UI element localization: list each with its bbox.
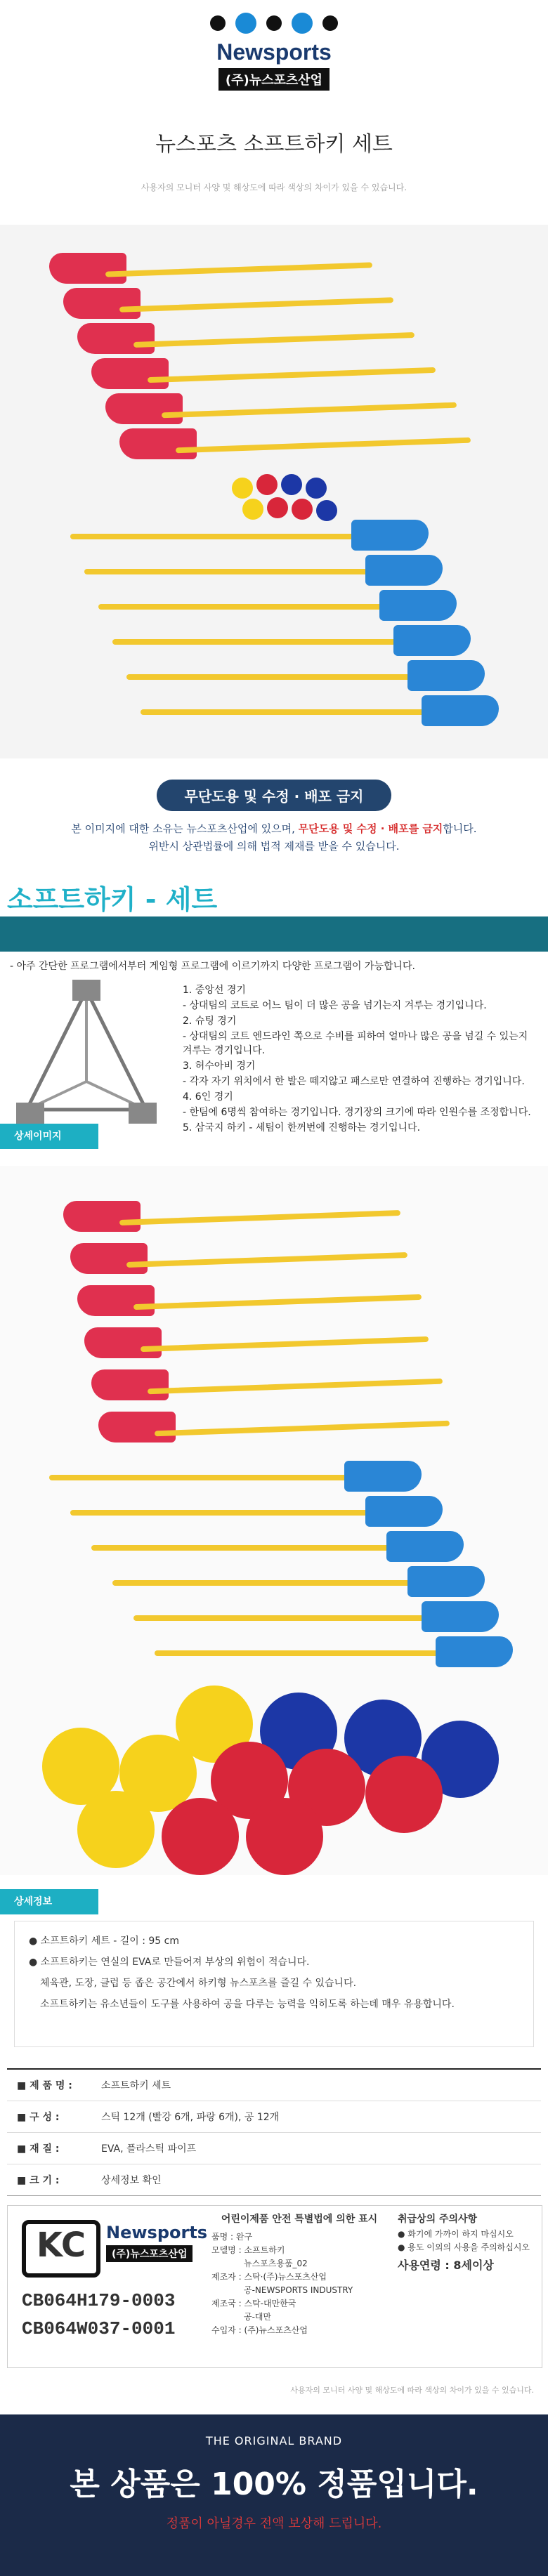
original-brand-banner (0, 2414, 548, 2576)
kc-mark-icon: KC (22, 2220, 100, 2278)
detail-info-label: 상세정보 (0, 1889, 98, 1914)
spec-row (7, 2101, 541, 2132)
program-item: 5. 삼국지 하키 - 세팀이 한꺼번에 진행하는 경기입니다. (183, 1122, 421, 1133)
blue-stick-blade (365, 1496, 443, 1527)
ball-blue (316, 500, 337, 521)
red-stick-blade (49, 253, 126, 284)
info-line: 소프트하키는 유소년들이 도구를 사용하여 공을 다루는 능력을 익히도록 하는데 매우 유용합니다. (40, 1999, 455, 2010)
program-item: - 한팀에 6명씩 참여하는 경기입니다. 경기장의 크기에 따라 인원수를 조정합니다. (183, 1107, 531, 1118)
spec-value: 소프트하키 세트 (101, 2080, 171, 2091)
program-item: 4. 6인 경기 (183, 1091, 233, 1103)
program-item: - 상대팀의 코트 엔드라인 쪽으로 수비를 피하여 얼마나 많은 공을 넘길 수 있는지 겨루는 경기입니다. (183, 1031, 528, 1056)
kc-caution (398, 2213, 538, 2272)
newsports-logo (190, 15, 358, 93)
red-stick-blade (91, 358, 169, 389)
ball-yellow (232, 478, 253, 499)
kc-brand: Newsports (106, 2223, 208, 2242)
goal-frame-illustration (13, 976, 160, 1138)
kc-label (7, 2205, 542, 2368)
stick-shaft (155, 1421, 450, 1437)
blue-stick-blade (393, 625, 471, 656)
ball-red (162, 1798, 239, 1875)
red-stick-blade (119, 428, 197, 459)
stick-shaft (148, 367, 436, 383)
stick-shaft (91, 1545, 400, 1551)
ball-red (267, 497, 288, 518)
logo-dots (190, 15, 358, 34)
kc-age: 사용연령 : 8세이상 (398, 2259, 494, 2272)
stick-shaft (141, 1336, 429, 1352)
kc-safety-line: 제조자 : 스탁·(주)뉴스포츠산업 (211, 2272, 327, 2282)
header (0, 0, 548, 211)
program-intro: - 아주 간단한 프로그램에서부터 게임형 프로그램에 이르기까지 다양한 프로그램이 가능합니다. (10, 961, 415, 972)
warning-highlight: 무단도용 및 수정 · 배포를 금지 (298, 822, 443, 835)
warning-text: 합니다. (443, 822, 477, 835)
blue-stick-blade (351, 520, 429, 551)
blue-stick-blade (436, 1636, 513, 1667)
stick-shaft (70, 534, 365, 539)
kc-caution-line: ● 화기에 가까이 하지 마십시오 (398, 2229, 514, 2239)
ball-yellow (77, 1791, 155, 1868)
spec-key: ■ 재 질 : (17, 2143, 60, 2155)
blue-stick-blade (344, 1461, 422, 1492)
blue-stick-blade (386, 1531, 464, 1562)
kc-safety-line: 모델명 : 소프트하키 (211, 2245, 285, 2255)
red-stick-blade (77, 323, 155, 354)
red-stick-blade (63, 1201, 141, 1232)
spec-value: 상세정보 확인 (101, 2175, 162, 2186)
info-line: 체육관, 도장, 클럽 등 좁은 공간에서 하키형 뉴스포츠를 즐길 수 있습니다. (40, 1978, 357, 1989)
ball-yellow (242, 499, 263, 520)
spec-value: 스틱 12개 (빨강 6개, 파랑 6개), 공 12개 (101, 2112, 280, 2123)
banner-red: 정품이 아닐경우 전액 보상해 드립니다. (166, 2516, 382, 2531)
blue-stick-blade (379, 590, 457, 621)
red-stick-blade (84, 1327, 162, 1358)
section-title: 소프트하키 - 세트 (7, 884, 218, 915)
product-image-detail (0, 1166, 548, 1875)
stick-shaft (155, 1650, 450, 1656)
banner-small: THE ORIGINAL BRAND (205, 2434, 343, 2447)
stick-shaft (133, 332, 415, 348)
red-stick-blade (63, 288, 141, 319)
program-item: 3. 허수아비 경기 (183, 1060, 256, 1072)
stick-shaft (112, 639, 407, 645)
kc-safety-line: 수입자 : (주)뉴스포츠산업 (211, 2325, 308, 2335)
banner-big: 본 상품은 100% 정품입니다. (70, 2466, 478, 2502)
kc-safety-line: 공-NEWSPORTS INDUSTRY (244, 2285, 353, 2295)
logo-dot (322, 15, 338, 31)
spec-row (7, 2132, 541, 2164)
program-item: - 각자 자기 위치에서 한 발은 떼지않고 패스로만 연결하여 진행하는 경기입니다. (183, 1076, 525, 1087)
spec-table (7, 2068, 541, 2196)
spec-row (7, 2164, 541, 2195)
stick-shaft (162, 402, 457, 419)
ball-red (292, 499, 313, 520)
spec-key: ■ 크 기 : (17, 2175, 60, 2186)
logo-dot (235, 13, 256, 34)
program-item: - 상대팀의 코트로 어느 팀이 더 많은 공을 넘기는지 겨루는 경기입니다. (183, 1000, 487, 1011)
stick-shaft (141, 709, 436, 715)
ball-red (256, 474, 278, 495)
detail-info-box (14, 1921, 534, 2047)
red-stick-blade (105, 393, 183, 424)
stick-shaft (49, 1475, 358, 1480)
kc-safety-line: 품명 : 완구 (211, 2232, 253, 2242)
stick-shaft (119, 1210, 400, 1225)
red-stick-blade (70, 1243, 148, 1274)
warning-text: 본 이미지에 대한 소유는 뉴스포츠산업에 있으며, (71, 822, 299, 835)
logo-dot (292, 13, 313, 34)
blue-stick-blade (365, 555, 443, 586)
spec-value: EVA, 플라스틱 파이프 (101, 2143, 197, 2155)
stick-shaft (98, 604, 393, 610)
stick-shaft (70, 1510, 379, 1516)
copyright-warning (0, 780, 548, 853)
stick-shaft (126, 674, 422, 680)
stick-shaft (119, 297, 393, 313)
detail-image-label: 상세이미지 (0, 1124, 98, 1149)
spec-key: ■ 구 성 : (17, 2112, 60, 2123)
ball-red (365, 1756, 443, 1833)
stick-shaft (133, 1615, 436, 1621)
blue-stick-blade (422, 1601, 499, 1632)
logo-sub: (주)뉴스포츠산업 (218, 68, 330, 91)
section-bar (0, 916, 548, 952)
logo-dot (266, 15, 282, 31)
red-stick-blade (91, 1369, 169, 1400)
blue-stick-blade (407, 660, 485, 691)
program-item: 2. 슈팅 경기 (183, 1016, 237, 1027)
info-line: ● 소프트하키는 연실의 EVA로 만들어져 부상의 위험이 적습니다. (29, 1957, 310, 1968)
ball-blue (281, 474, 302, 495)
product-image-main (0, 225, 548, 758)
kc-caution-title: 취급상의 주의사항 (398, 2214, 478, 2225)
stick-shaft (148, 1379, 443, 1395)
warning-pill: 무단도용 및 수정 · 배포 금지 (157, 780, 392, 811)
ball-blue (306, 478, 327, 499)
monitor-note: 사용자의 모니터 사양 및 해상도에 따라 색상의 차이가 있을 수 있습니다. (141, 183, 407, 192)
stick-shaft (84, 569, 379, 574)
stick-shaft (133, 1294, 422, 1310)
stick-shaft (105, 262, 372, 277)
logo-word: Newsports (216, 39, 332, 65)
kc-safety-info (211, 2213, 387, 2337)
kc-brand-sub: (주)뉴스포츠산업 (106, 2245, 193, 2262)
kc-safety-line: 뉴스포츠용품_02 (244, 2259, 308, 2268)
blue-stick-blade (422, 695, 499, 726)
kc-cert-code: CB064W037-0001 (22, 2318, 176, 2339)
stick-shaft (126, 1252, 407, 1268)
program-item: 1. 중앙선 경기 (183, 985, 246, 996)
stick-shaft (176, 438, 471, 454)
logo-dot (210, 15, 226, 31)
monitor-note-footer: 사용자의 모니터 사양 및 해상도에 따라 색상의 차이가 있을 수 있습니다. (290, 2386, 534, 2395)
spec-key: ■ 제 품 명 : (17, 2080, 72, 2091)
blue-stick-blade (407, 1566, 485, 1597)
info-line: ● 소프트하키 세트 - 길이 : 95 cm (29, 1936, 180, 1947)
red-stick-blade (98, 1412, 176, 1443)
stick-shaft (112, 1580, 422, 1586)
program-list (183, 983, 534, 1136)
red-stick-blade (77, 1285, 155, 1316)
warning-line-2: 위반시 상관법률에 의해 법적 제재를 받을 수 있습니다. (148, 840, 400, 853)
kc-safety-line: 제조국 : 스탁-대만한국 (211, 2299, 296, 2308)
kc-safety-title: 어린이제품 안전 특별법에 의한 표시 (221, 2214, 378, 2225)
kc-safety-line: 공-대만 (244, 2312, 272, 2322)
spec-row (7, 2070, 541, 2101)
kc-caution-line: ● 용도 이외의 사용을 주의하십시오 (398, 2242, 530, 2252)
ball-red (246, 1798, 323, 1875)
warning-line-1 (0, 821, 548, 836)
page-title: 뉴스포츠 소프트하키 세트 (155, 132, 393, 157)
kc-cert-code: CB064H179-0003 (22, 2290, 176, 2311)
